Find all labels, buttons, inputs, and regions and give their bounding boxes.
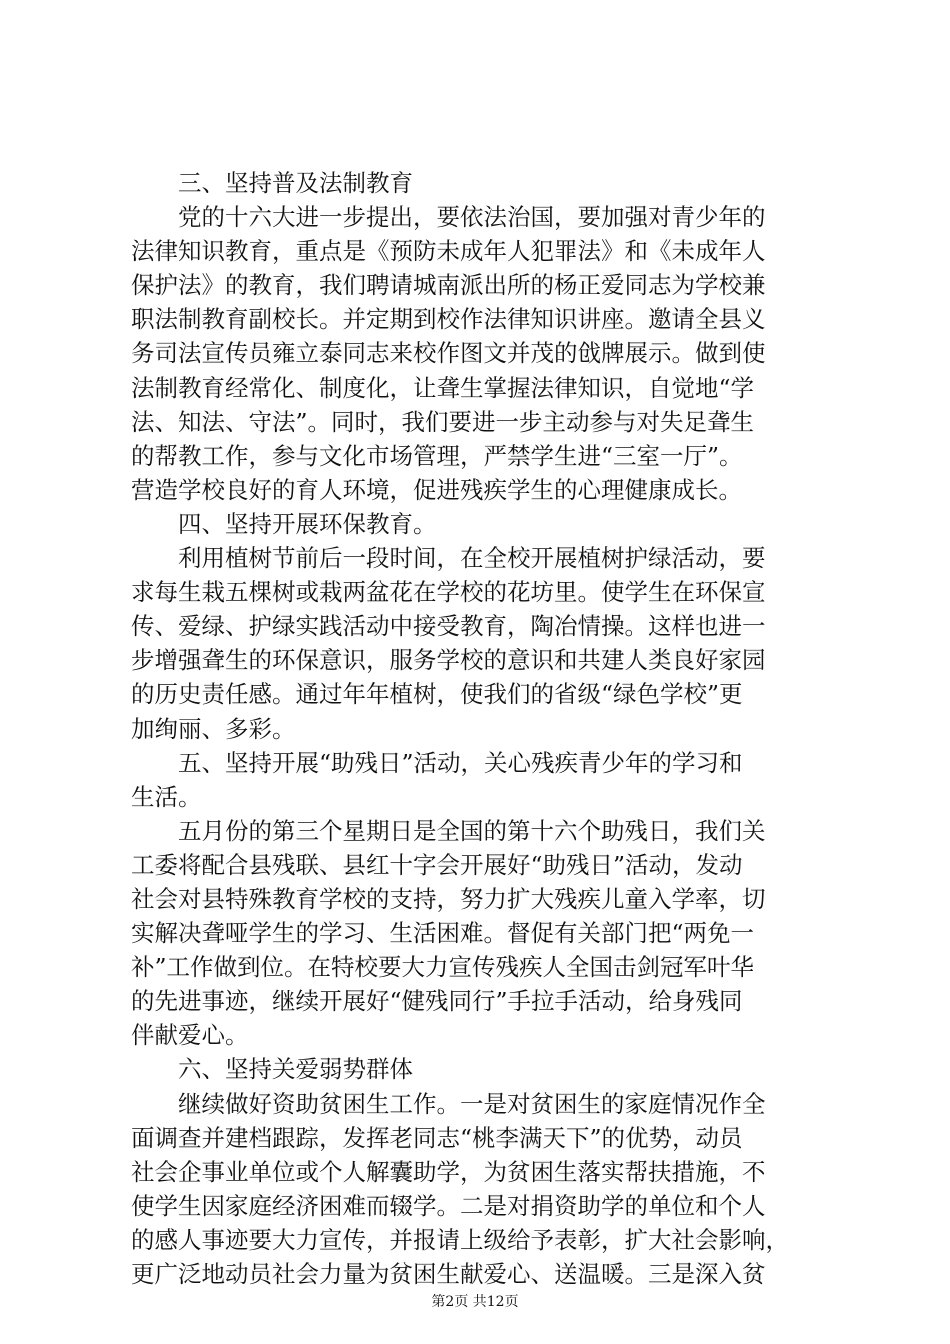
text-line: 五、坚持开展“助残日”活动，关心残疾青少年的学习和: [131, 748, 743, 777]
text-line: 工委将配合县残联、县红十字会开展好“助残日”活动，发动: [131, 850, 743, 879]
text-line: 保护法》的教育，我们聘请城南派出所的杨正爱同志为学校兼: [131, 271, 766, 300]
text-line: 法制教育经常化、制度化，让聋生掌握法律知识，自觉地“学: [131, 373, 755, 402]
text-line: 步增强聋生的环保意识，服务学校的意识和共建人类良好家园: [131, 646, 766, 675]
text-line: 党的十六大进一步提出，要依法治国，要加强对青少年的: [131, 203, 766, 232]
text-line: 法、知法、守法”。同时，我们要进一步主动参与对失足聋生: [131, 407, 755, 436]
text-line: 使学生因家庭经济困难而辍学。二是对捐资助学的单位和个人: [131, 1191, 766, 1220]
text-line: 营造学校良好的育人环境，促进残疾学生的心理健康成长。: [131, 475, 742, 504]
text-line: 伴献爱心。: [131, 1021, 249, 1050]
text-line: 五月份的第三个星期日是全国的第十六个助残日，我们关: [131, 816, 766, 845]
text-line: 三、坚持普及法制教育: [131, 169, 413, 197]
text-line: 的感人事迹要大力宣传，并报请上级给予表彰，扩大社会影响，: [131, 1225, 789, 1254]
text-line: 求每生栽五棵树或栽两盆花在学校的花坊里。使学生在环保宣: [131, 578, 766, 607]
document-body: [131, 166, 831, 1291]
text-line: 的历史责任感。通过年年植树，使我们的省级“绿色学校”更: [131, 680, 743, 709]
text-line: 生活。: [131, 782, 202, 811]
text-line: 传、爱绿、护绿实践活动中接受教育，陶冶情操。这样也进一: [131, 612, 766, 641]
text-line: 面调查并建档跟踪，发挥老同志“桃李满天下”的优势，动员: [131, 1123, 743, 1152]
text-line: 加绚丽、多彩。: [131, 714, 296, 743]
text-line: 社会企事业单位或个人解囊助学，为贫困生落实帮扶措施，不: [131, 1157, 766, 1186]
text-line: 法律知识教育，重点是《预防未成年人犯罪法》和《未成年人: [131, 237, 766, 266]
text-line: 的先进事迹，继续开展好“健残同行”手拉手活动，给身残同: [131, 987, 743, 1016]
text-line: 六、坚持关爱弱势群体: [131, 1055, 413, 1084]
text-line: 四、坚持开展环保教育。: [131, 509, 437, 538]
text-line: 社会对县特殊教育学校的支持，努力扩大残疾儿童入学率，切: [131, 884, 766, 913]
page-footer: 第2页 共12页: [431, 1294, 519, 1310]
text-line: 职法制教育副校长。并定期到校作法律知识讲座。邀请全县义: [131, 305, 766, 334]
text-line: 务司法宣传员雍立泰同志来校作图文并茂的戗牌展示。做到使: [131, 339, 766, 368]
text-line: 实解决聋哑学生的学习、生活困难。督促有关部门把“两免一: [131, 919, 755, 948]
text-line: 继续做好资助贫困生工作。一是对贫困生的家庭情况作全: [131, 1089, 766, 1118]
text-line: 利用植树节前后一段时间，在全校开展植树护绿活动，要: [131, 544, 766, 573]
text-line: 更广泛地动员社会力量为贫困生献爱心、送温暖。三是深入贫: [131, 1260, 766, 1288]
text-line: 补”工作做到位。在特校要大力宣传残疾人全国击剑冠军叶华: [131, 953, 755, 982]
text-line: 的帮教工作，参与文化市场管理，严禁学生进“三室一厅”。: [131, 441, 743, 470]
